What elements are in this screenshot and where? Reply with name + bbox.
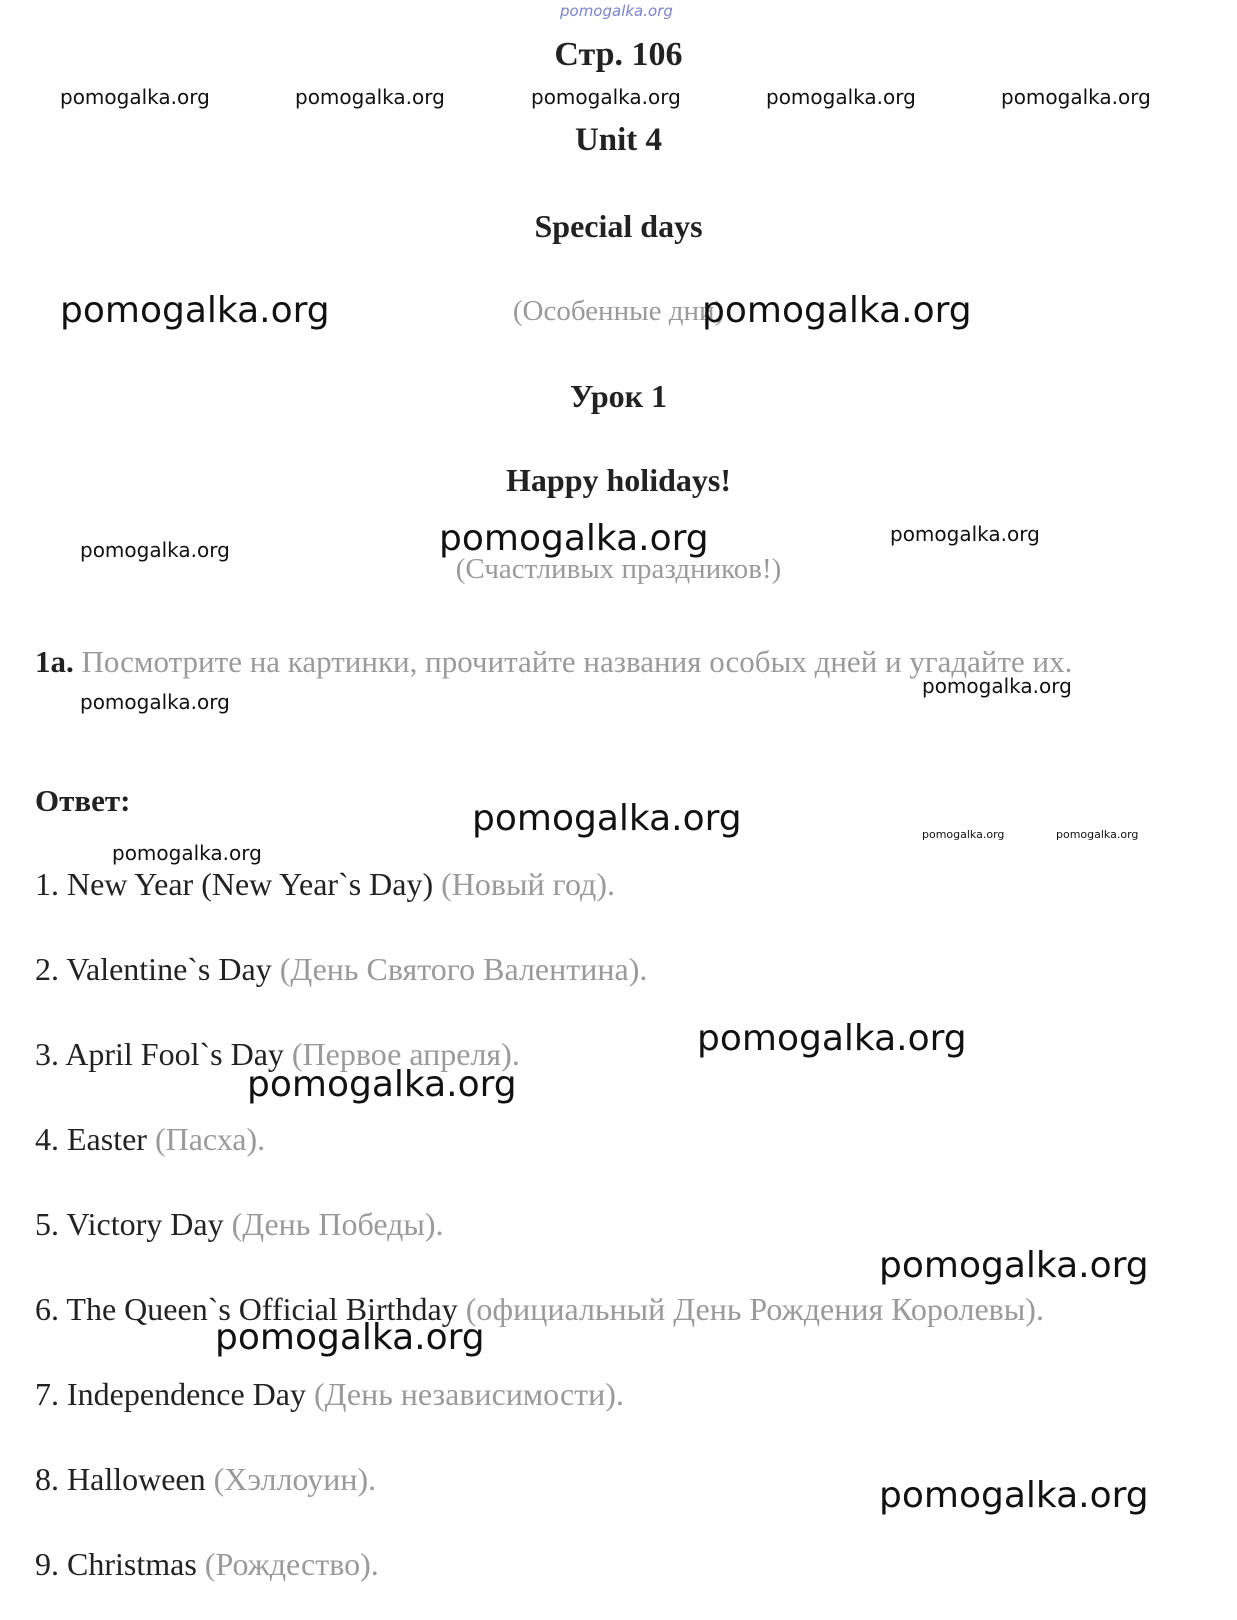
answer-item: [35, 951, 647, 988]
answer-translation: (Первое апреля).: [291, 1036, 520, 1072]
watermark: pomogalka.org: [766, 85, 916, 109]
watermark: pomogalka.org: [879, 1475, 1149, 1516]
watermark: pomogalka.org: [890, 522, 1040, 546]
answer-translation: (День Победы).: [231, 1206, 444, 1242]
page-label: Стр. 106: [554, 36, 683, 73]
answer-item: [35, 866, 615, 903]
answer-item: [35, 1461, 376, 1498]
answer-english: 5. Victory Day: [35, 1206, 224, 1242]
answer-english: 6. The Queen`s Official Birthday: [35, 1291, 458, 1327]
answer-item: [35, 1291, 1044, 1328]
answer-english: 7. Independence Day: [35, 1376, 306, 1412]
watermark: pomogalka.org: [439, 518, 709, 559]
answer-english: 9. Christmas: [35, 1546, 197, 1582]
watermark: pomogalka.org: [879, 1245, 1149, 1286]
unit-subtitle: Special days: [534, 208, 703, 244]
watermark: pomogalka.org: [60, 290, 330, 331]
answer-english: 1. New Year (New Year`s Day): [35, 866, 434, 902]
task-text: Посмотрите на картинки, прочитайте названия особых дней и угадайте их.: [81, 644, 1073, 679]
watermark: pomogalka.org: [247, 1064, 517, 1105]
watermark: pomogalka.org: [472, 798, 742, 839]
answer-item: [35, 1546, 379, 1583]
watermark: pomogalka.org: [702, 290, 972, 331]
answer-translation: (официальный День Рождения Королевы).: [465, 1291, 1044, 1327]
answer-item: [35, 1121, 265, 1158]
watermark: pomogalka.org: [80, 538, 230, 562]
answer-heading: Ответ:: [35, 783, 131, 818]
watermark: pomogalka.org: [80, 690, 230, 714]
lesson-subtitle: Happy holidays!: [506, 462, 731, 498]
answer-translation: (Новый год).: [441, 866, 615, 902]
answer-item: [35, 1376, 624, 1413]
watermark: pomogalka.org: [922, 828, 1005, 841]
answer-item: [35, 1206, 444, 1243]
watermark: pomogalka.org: [922, 674, 1072, 698]
answer-translation: (Пасха).: [154, 1121, 266, 1157]
answer-english: 3. April Fool`s Day: [35, 1036, 284, 1072]
lesson-subtitle-translation: (Счастливых праздников!): [455, 553, 782, 585]
watermark: pomogalka.org: [1056, 828, 1139, 841]
task-number: 1a.: [35, 644, 74, 679]
answer-english: 4. Easter: [35, 1121, 147, 1157]
watermark: pomogalka.org: [215, 1317, 485, 1358]
lesson-title: Урок 1: [569, 378, 668, 414]
watermark: pomogalka.org: [531, 85, 681, 109]
watermark: pomogalka.org: [112, 841, 262, 865]
watermark: pomogalka.org: [1001, 85, 1151, 109]
answer-english: 8. Halloween: [35, 1461, 206, 1497]
answer-translation: (Рождество).: [204, 1546, 379, 1582]
answer-translation: (Хэллоуин).: [213, 1461, 377, 1497]
answer-translation: (День Святого Валентина).: [279, 951, 648, 987]
watermark: pomogalka.org: [295, 85, 445, 109]
unit-subtitle-translation: (Особенные дни): [512, 295, 725, 327]
answer-english: 2. Valentine`s Day: [35, 951, 272, 987]
watermark-top: pomogalka.org: [560, 2, 673, 20]
watermark: pomogalka.org: [697, 1018, 967, 1059]
unit-title: Unit 4: [574, 122, 663, 158]
answer-translation: (День независимости).: [313, 1376, 624, 1412]
watermark: pomogalka.org: [60, 85, 210, 109]
